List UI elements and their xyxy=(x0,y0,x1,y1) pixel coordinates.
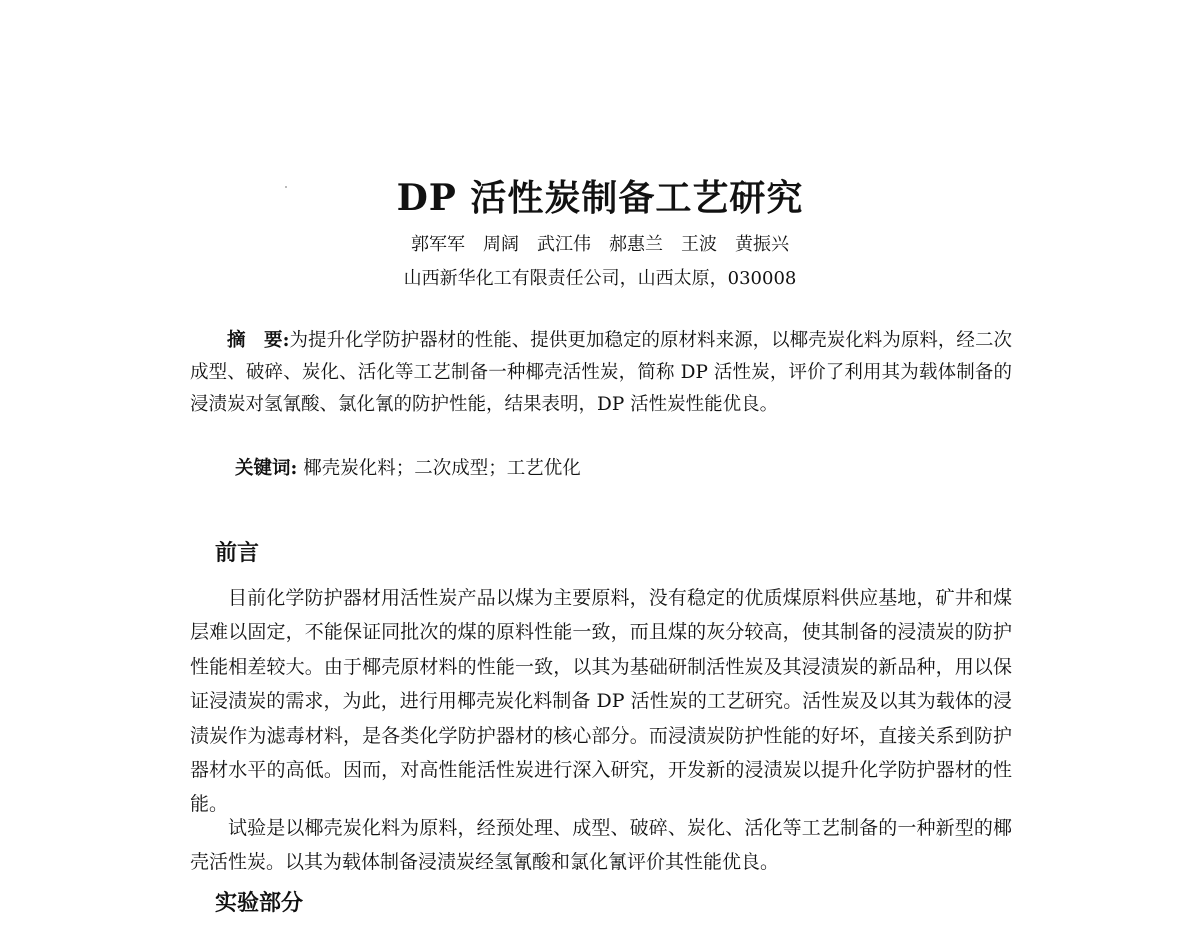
body-paragraph: 目前化学防护器材用活性炭产品以煤为主要原料，没有稳定的优质煤原料供应基地，矿井和煤层难以固定，不能保证同批次的煤的原料性能一致，而且煤的灰分较高，使其制备的浸渍炭的防护性能相差较大。由于椰壳原材料的性能一致，以其为基础研制活性炭及其浸渍炭的新品种，用以保证浸渍炭的需求，为此，进行用椰壳炭化料制备 DP 活性炭的工艺研究。活性炭及以其为载体的浸渍炭作为滤毒材料，是各类化学防护器材的核心部分。而浸渍炭防护性能的好坏，直接关系到防护器材水平的高低。因而，对高性能活性炭进行深入研究，开发新的浸渍炭以提升化学防护器材的性能。 xyxy=(190,587,1012,816)
section-heading-introduction: 前言 xyxy=(215,540,260,566)
keywords-label: 关键词: xyxy=(235,458,298,479)
author-name: 黄振兴 xyxy=(735,234,789,255)
abstract-text: 为提升化学防护器材的性能、提供更加稳定的原材料来源，以椰壳炭化料为原料，经二次成型、破碎、炭化、活化等工艺制备一种椰壳活性炭，简称 DP 活性炭，评价了利用其为载体制备的浸渍炭对氢氰酸、氯化氰的防护性能，结果表明，DP 活性炭性能优良。 xyxy=(190,330,1012,415)
author-list xyxy=(0,230,1200,256)
author-name: 武江伟 xyxy=(537,234,591,255)
section-heading-experimental: 实验部分 xyxy=(215,890,304,916)
author-name: 周阔 xyxy=(483,234,519,255)
abstract xyxy=(190,325,1012,421)
author-name: 郭军军 xyxy=(411,234,465,255)
author-name: 王波 xyxy=(681,234,717,255)
keywords-text: 椰壳炭化料；二次成型；工艺优化 xyxy=(303,458,581,479)
abstract-label: 摘 要: xyxy=(227,330,290,351)
keywords xyxy=(235,453,1015,485)
body-paragraph: 试验是以椰壳炭化料为原料，经预处理、成型、破碎、炭化、活化等工艺制备的一种新型的椰壳活性炭。以其为载体制备浸渍炭经氢氰酸和氯化氰评价其性能优良。 xyxy=(190,817,1012,874)
paper-title: DP 活性炭制备工艺研究 xyxy=(396,177,804,219)
author-affiliation: 山西新华化工有限责任公司，山西太原，030008 xyxy=(403,268,797,289)
author-name: 郝惠兰 xyxy=(609,234,663,255)
